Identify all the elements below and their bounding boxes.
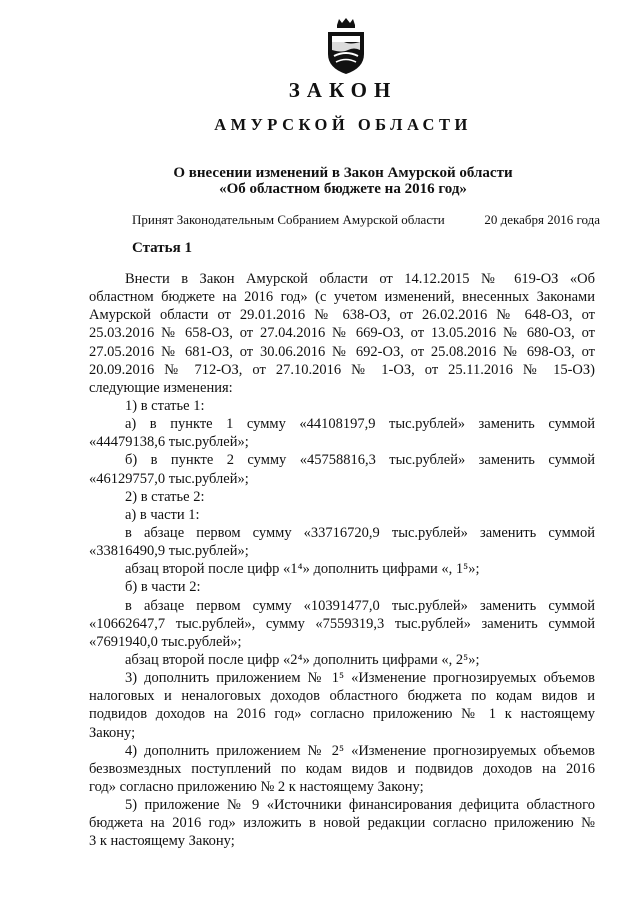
body-line: «7691940,0 тыс.рублей»; [89, 633, 242, 650]
body-line: а) в части 1: [125, 506, 200, 523]
document-title: ЗАКОН [288, 78, 398, 102]
body-line: подвидов доходов на 2016 год» согласно приложению № 1 к настоящему [89, 706, 595, 723]
body-line: бюджета на 2016 год» изложить в новой редакции согласно приложению № [89, 815, 595, 832]
adopted-date: 20 декабря 2016 года [484, 212, 600, 227]
body-line: 5) приложение № 9 «Источники финансирования дефицита областного [125, 797, 595, 814]
body-line: 27.05.2016 № 681-ОЗ, от 30.06.2016 № 692-ОЗ, от 25.08.2016 № 698-ОЗ, от [89, 343, 595, 360]
body-line: безвозмездных поступлений по кодам видов и подвидов доходов на 2016 [89, 760, 595, 777]
coat-of-arms-icon [322, 16, 370, 76]
body-line: 25.03.2016 № 658-ОЗ, от 27.04.2016 № 669-ОЗ, от 13.05.2016 № 680-ОЗ, от [89, 325, 595, 342]
document-subtitle: АМУРСКОЙ ОБЛАСТИ [214, 115, 472, 134]
body-line: «46129757,0 тыс.рублей»; [89, 470, 249, 487]
body-line: 3 к настоящему Закону; [89, 833, 235, 850]
body-line: абзац второй после цифр «2⁴» дополнить цифрами «, 2⁵»; [125, 651, 480, 668]
body-line: год» согласно приложению № 2 к настоящему Закону; [89, 778, 424, 795]
body-line: Внести в Закон Амурской области от 14.12.2015 № 619-ОЗ «Об [125, 271, 595, 287]
body-line: Амурской области от 29.01.2016 № 638-ОЗ, от 26.02.2016 № 648-ОЗ, от [89, 307, 595, 324]
article-body [89, 270, 595, 851]
article-heading: Статья 1 [132, 240, 192, 256]
adoption-line [132, 212, 600, 228]
body-line: «33816490,9 тыс.рублей»; [89, 543, 249, 560]
body-line: б) в пункте 2 сумму «45758816,3 тыс.рублей» заменить суммой [125, 452, 595, 469]
body-line: в абзаце первом сумму «10391477,0 тыс.рублей» заменить суммой [125, 597, 595, 614]
body-line: Закону; [89, 724, 136, 741]
body-line: 20.09.2016 № 712-ОЗ, от 27.10.2016 № 1-ОЗ, от 25.11.2016 № 15-ОЗ) [89, 361, 595, 378]
body-line: областном бюджете на 2016 год» (с учетом изменений, внесенных Законами [89, 289, 595, 306]
body-line: в абзаце первом сумму «33716720,9 тыс.рублей» заменить суммой [125, 524, 595, 541]
body-line: 4) дополнить приложением № 2⁵ «Изменение прогнозируемых объемов [125, 742, 595, 759]
body-line: 2) в статье 2: [125, 488, 205, 505]
body-line: абзац второй после цифр «1⁴» дополнить цифрами «, 1⁵»; [125, 561, 480, 578]
body-line: 3) дополнить приложением № 1⁵ «Изменение прогнозируемых объемов [125, 670, 595, 687]
body-line: следующие изменения: [89, 379, 233, 396]
law-heading-line-1: О внесении изменений в Закон Амурской области [173, 165, 513, 181]
body-line: «10662647,7 тыс.рублей», сумму «7559319,3 тыс.рублей» заменить суммой [89, 615, 595, 632]
body-line: «44479138,6 тыс.рублей»; [89, 434, 249, 451]
body-line: а) в пункте 1 сумму «44108197,9 тыс.рублей» заменить суммой [125, 416, 595, 433]
law-heading-line-2: «Об областном бюджете на 2016 год» [219, 181, 467, 197]
body-line: б) в части 2: [125, 579, 201, 596]
body-line: налоговых и неналоговых доходов областного бюджета по кодам видов и [89, 688, 595, 705]
adopted-by: Принят Законодательным Собранием Амурской области [132, 212, 445, 227]
body-line: 1) в статье 1: [125, 397, 205, 414]
